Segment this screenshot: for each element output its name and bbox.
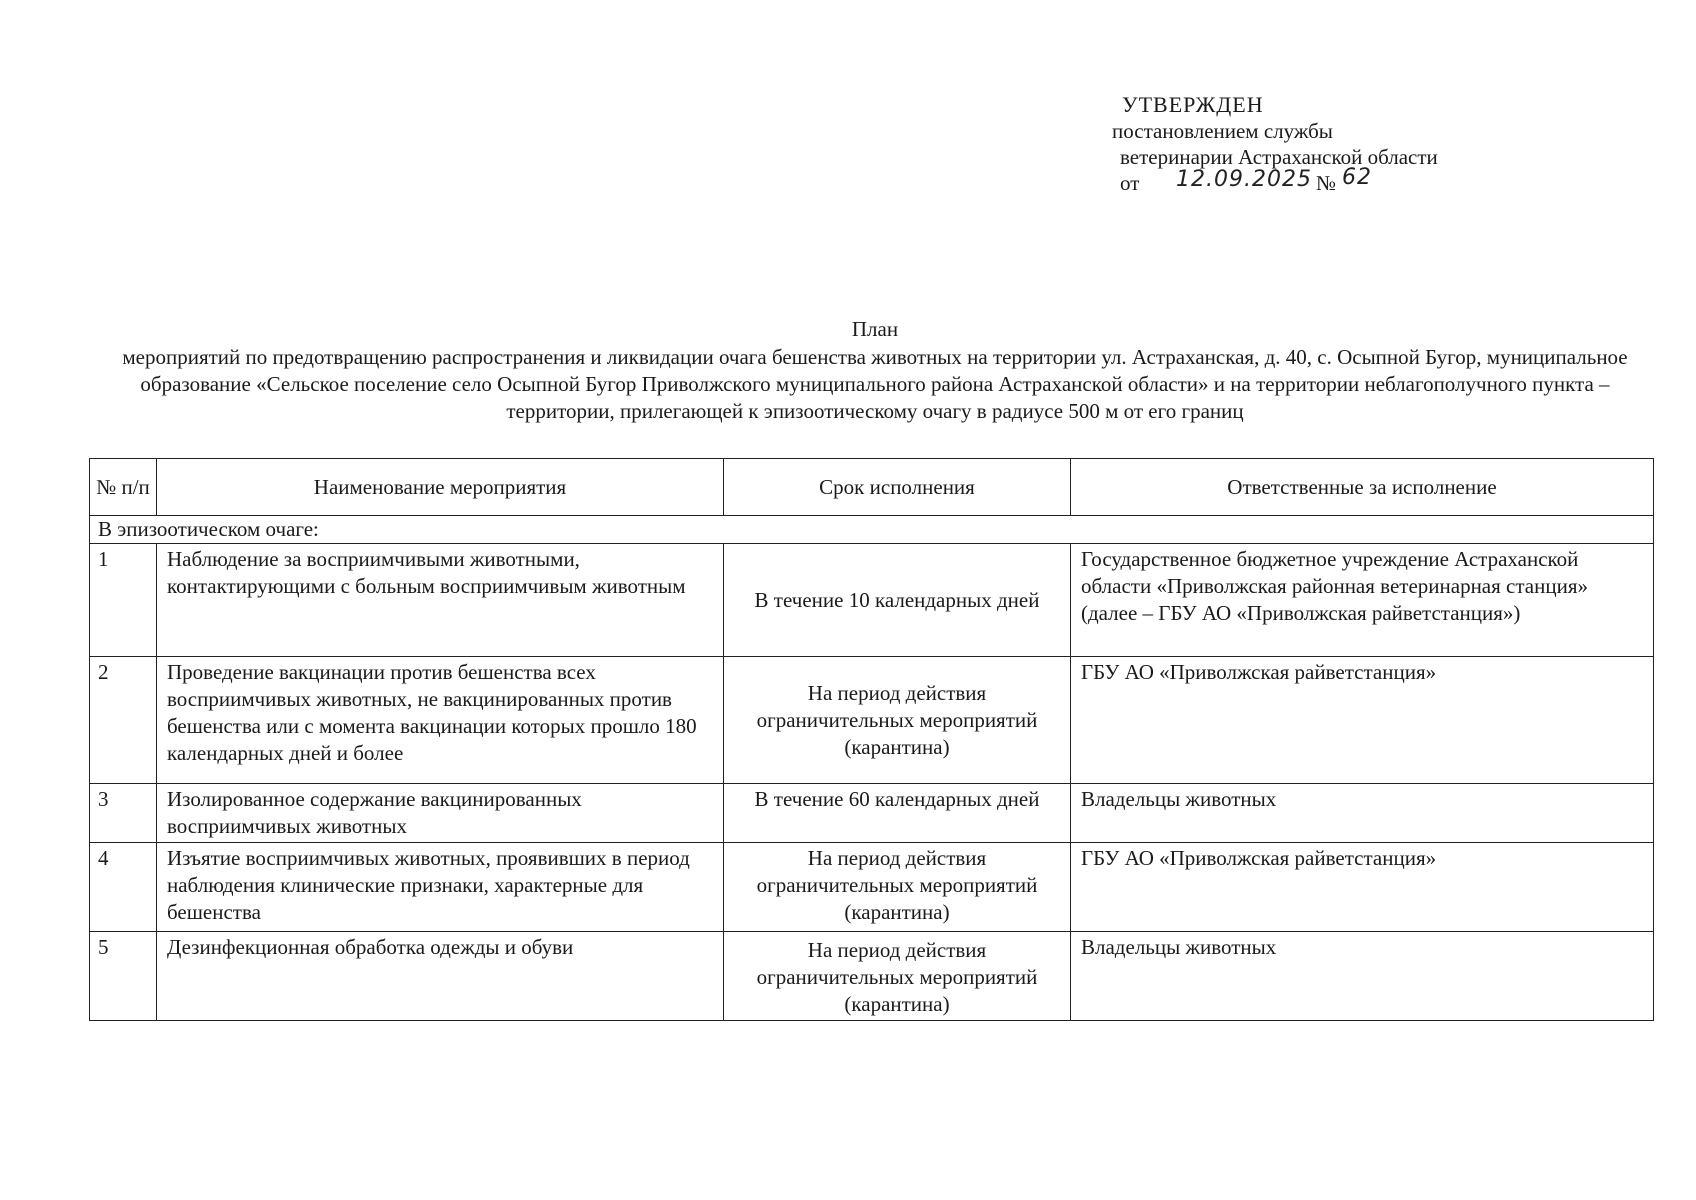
date-prefix: от [1120, 171, 1140, 195]
row-num: 3 [90, 784, 157, 843]
approval-title: УТВЕРЖДЕН [1122, 92, 1264, 117]
row-responsible: Государственное бюджетное учреждение Астраханской области «Приволжская районная ветеринарная станция» (далее – ГБУ АО «Приволжская райветстанция») [1071, 544, 1654, 657]
row-num: 1 [90, 544, 157, 657]
document-subtitle: мероприятий по предотвращению распространения и ликвидации очага бешенства животных на территории ул. Астраханская, д. 40, с. Осыпной Бугор, муниципальное образование «Сельское поселение село Осыпной Бугор Приволжского муниципального района Астраханской области» и на территории неблагополучного пункта – территории, прилегающей к эпизоотическому очагу в радиусе 500 м от его границ [122, 345, 1628, 423]
row-term: На период действия ограничительных мероприятий (карантина) [724, 843, 1071, 932]
table-row [90, 843, 1654, 932]
row-num: 4 [90, 843, 157, 932]
row-term: На период действия ограничительных мероприятий (карантина) [724, 657, 1071, 784]
document-title: План [851, 317, 899, 341]
row-num: 2 [90, 657, 157, 784]
header-name: Наименование мероприятия [157, 459, 724, 516]
approval-issuer-line-2: ветеринарии Астраханской области [1120, 145, 1438, 169]
row-responsible: ГБУ АО «Приволжская райветстанция» [1071, 843, 1654, 932]
plan-table [89, 458, 1654, 1021]
row-name: Наблюдение за восприимчивыми животными, контактирующими с больным восприимчивым животным [157, 544, 724, 657]
handwritten-number: 62 [1342, 165, 1372, 190]
table-row [90, 544, 1654, 657]
header-responsible: Ответственные за исполнение [1071, 459, 1654, 516]
header-term: Срок исполнения [724, 459, 1071, 516]
row-responsible: ГБУ АО «Приволжская райветстанция» [1071, 657, 1654, 784]
row-name: Изъятие восприимчивых животных, проявивших в период наблюдения клинические признаки, характерные для бешенства [157, 843, 724, 932]
row-num: 5 [90, 932, 157, 1021]
section-row [90, 516, 1654, 544]
number-sign: № [1316, 171, 1337, 195]
section-label: В эпизоотическом очаге: [90, 516, 1654, 544]
table-row [90, 784, 1654, 843]
row-responsible: Владельцы животных [1071, 784, 1654, 843]
row-name: Изолированное содержание вакцинированных восприимчивых животных [157, 784, 724, 843]
handwritten-date: 12.09.2025 [1176, 167, 1312, 192]
row-term: На период действия ограничительных мероприятий (карантина) [724, 932, 1071, 1021]
table-row [90, 657, 1654, 784]
row-name: Проведение вакцинации против бешенства всех восприимчивых животных, не вакцинированных против бешенства или с момента вакцинации которых прошло 180 календарных дней и более [157, 657, 724, 784]
approval-date-line [1120, 165, 1532, 198]
table-row [90, 932, 1654, 1021]
approval-issuer-line: постановлением службы [1112, 119, 1333, 143]
header-num: № п/п [90, 459, 157, 516]
table-header-row [90, 459, 1654, 516]
approval-stamp [1112, 92, 1532, 198]
row-name: Дезинфекционная обработка одежды и обуви [157, 932, 724, 1021]
document-heading [110, 316, 1640, 425]
row-responsible: Владельцы животных [1071, 932, 1654, 1021]
row-term: В течение 10 календарных дней [724, 544, 1071, 657]
row-term: В течение 60 календарных дней [724, 784, 1071, 843]
